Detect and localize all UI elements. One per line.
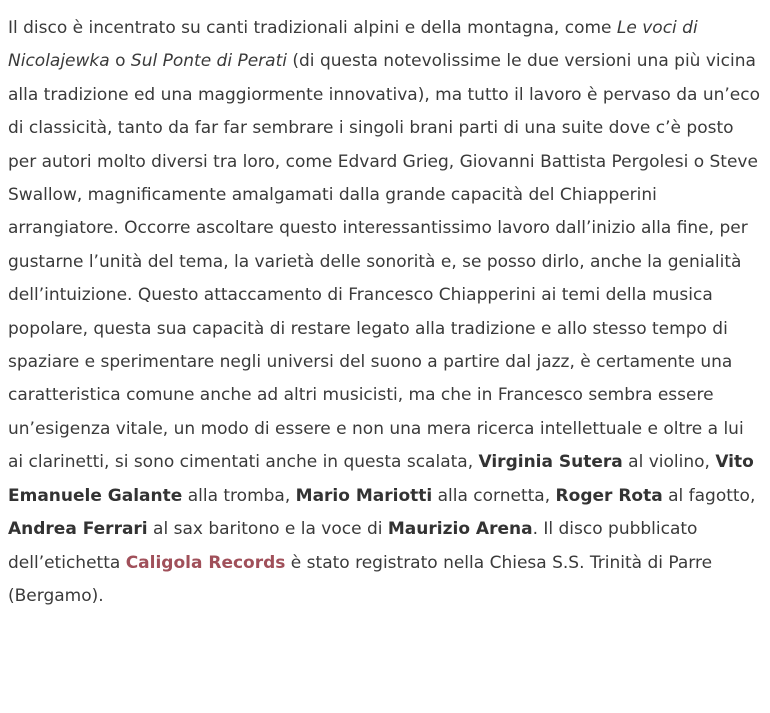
paragraph-text: alla cornetta, — [432, 485, 556, 506]
paragraph-text: al fagotto, — [662, 485, 756, 506]
song-title: Le voci di Nicolajewka — [8, 18, 698, 72]
paragraph-text: o — [109, 51, 131, 72]
record-label-link[interactable]: Caligola Records — [125, 552, 286, 573]
musician-name: Mario Mariotti — [295, 485, 433, 506]
musician-name: Vito Emanuele Galante — [8, 452, 754, 506]
song-title: Sul Ponte di Perati — [130, 51, 287, 72]
musician-name: Roger Rota — [555, 485, 663, 506]
paragraph-text: è stato registrato nella Chiesa S.S. Trinità di Parre (Bergamo). — [8, 552, 713, 606]
paragraph-text: al sax baritono e la voce di — [147, 519, 388, 540]
paragraph-text: al violino, — [622, 452, 716, 473]
musician-name: Maurizio Arena — [387, 519, 533, 540]
article-paragraph — [8, 12, 764, 613]
musician-name: Virginia Sutera — [478, 452, 623, 473]
paragraph-text: alla tromba, — [182, 485, 296, 506]
musician-name: Andrea Ferrari — [8, 519, 148, 540]
paragraph-text: (di questa notevolissime le due versioni una più vicina alla tradizione ed una maggiormente innovativa), ma tutto il lavoro è pervaso da un’eco di classicità, tanto da far far sembrare i singoli brani parti di una suite dove c’è posto per autori molto diversi tra loro, come Edvard Grieg, Giovanni Battista Pergolesi o Steve Swallow, magnificamente amalgamati dalla grande capacità del Chiapperini arrangiatore. Occorre ascoltare questo interessantissimo lavoro dall’inizio alla fine, per gustarne l’unità del tema, la varietà delle sonorità e, se posso dirlo, anche la genialità dell’intuizione. Questo attaccamento di Francesco Chiapperini ai temi della musica popolare, questa sua capacità di restare legato alla tradizione e allo stesso tempo di spaziare e sperimentare negli universi del suono a partire dal jazz, è certamente una caratteristica comune anche ad altri musicisti, ma che in Francesco sembra essere un’esigenza vitale, un modo di essere e non una mera ricerca intellettuale e oltre a lui ai clarinetti, si sono cimentati anche in questa scalata, — [8, 51, 760, 473]
paragraph-text: Il disco è incentrato su canti tradizionali alpini e della montagna, come — [8, 18, 617, 38]
paragraph-text: . Il disco pubblicato dell’etichetta — [8, 519, 698, 573]
